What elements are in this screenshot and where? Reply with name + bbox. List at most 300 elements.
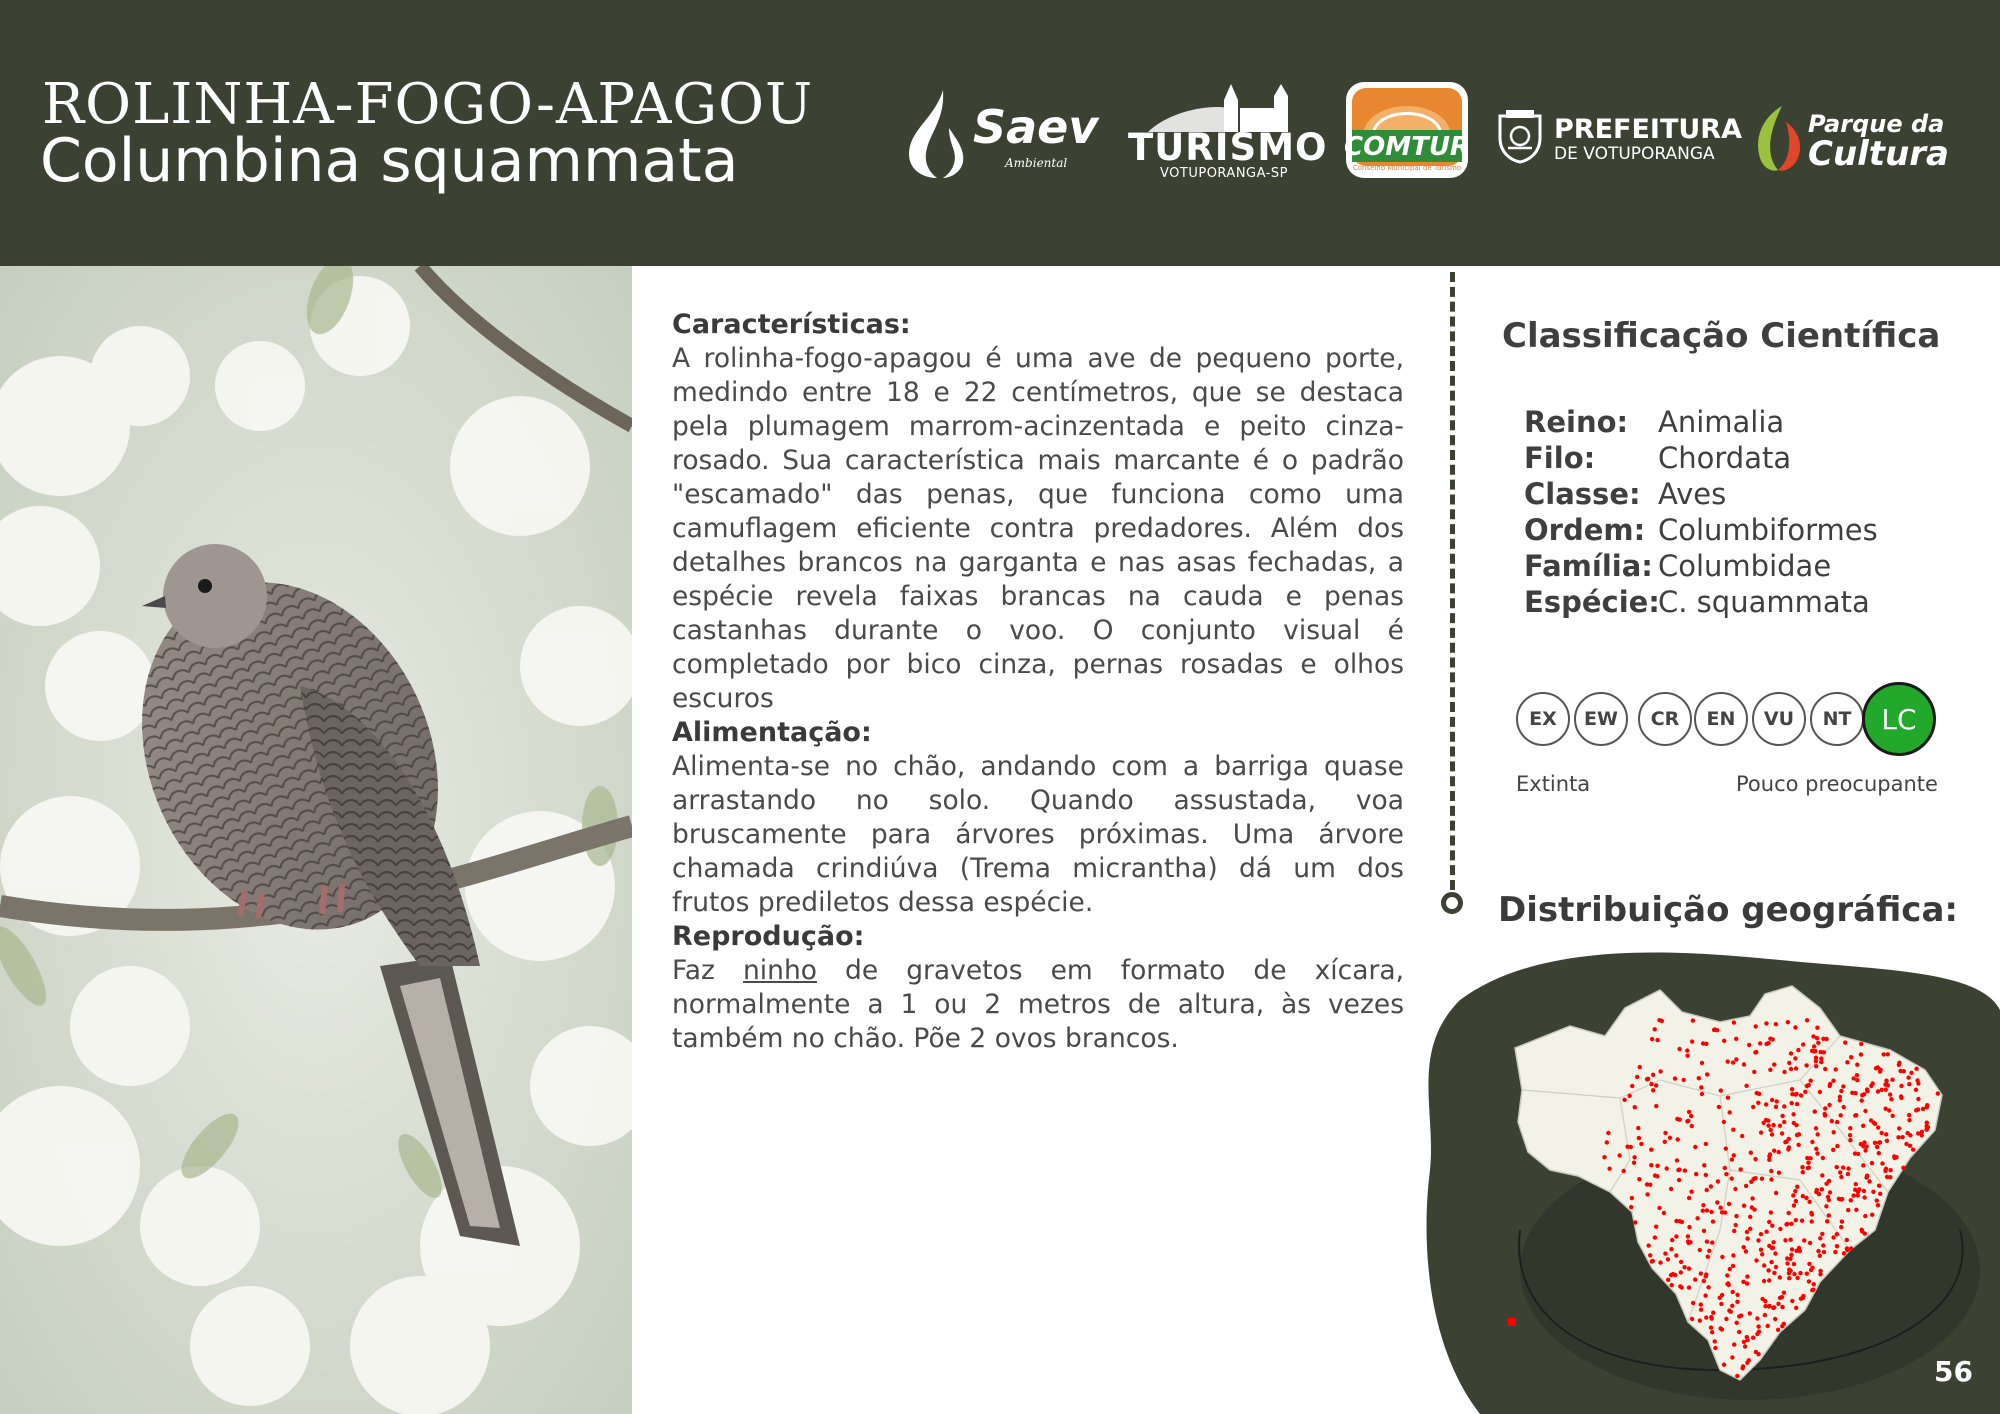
dashed-divider xyxy=(1450,272,1456,890)
occurrence-dot xyxy=(1766,1268,1770,1272)
occurrence-dot xyxy=(1674,1253,1678,1257)
occurrence-dot xyxy=(1709,1315,1713,1319)
occurrence-dot xyxy=(1774,1265,1778,1269)
occurrence-dot xyxy=(1786,1147,1790,1151)
occurrence-dot xyxy=(1719,1302,1723,1306)
occurrence-dot xyxy=(1791,1112,1795,1116)
occurrence-dot xyxy=(1901,1166,1905,1170)
occurrence-dot xyxy=(1838,1170,1842,1174)
occurrence-dot xyxy=(1705,1072,1709,1076)
occurrence-dot xyxy=(1792,1121,1796,1125)
occurrence-dot xyxy=(1811,1034,1815,1038)
occurrence-dot xyxy=(1853,1151,1857,1155)
occurrence-dot xyxy=(1795,1185,1799,1189)
occurrence-dot xyxy=(1745,1281,1749,1285)
occurrence-dot xyxy=(1688,1240,1692,1244)
occurrence-dot xyxy=(1742,1245,1746,1249)
occurrence-dot xyxy=(1813,1109,1817,1113)
occurrence-dot xyxy=(1807,1262,1811,1266)
occurrence-dot xyxy=(1630,1196,1634,1200)
occurrence-dot xyxy=(1690,1317,1694,1321)
occurrence-dot xyxy=(1726,1059,1730,1063)
occurrence-dot xyxy=(1654,1083,1658,1087)
occurrence-dot xyxy=(1860,1229,1864,1233)
occurrence-dot xyxy=(1628,1094,1632,1098)
occurrence-dot xyxy=(1706,1255,1710,1259)
occurrence-dot xyxy=(1693,1145,1697,1149)
occurrence-dot xyxy=(1817,1192,1821,1196)
church-skyline-icon xyxy=(1128,82,1318,132)
occurrence-dot xyxy=(1849,1246,1853,1250)
occurrence-dot xyxy=(1744,1184,1748,1188)
occurrence-dot xyxy=(1843,1040,1847,1044)
occurrence-dot xyxy=(1818,1236,1822,1240)
occurrence-dot xyxy=(1649,1082,1653,1086)
occurrence-dot xyxy=(1635,1075,1639,1079)
occurrence-dot xyxy=(1666,1278,1670,1282)
occurrence-dot xyxy=(1622,1169,1626,1173)
occurrence-dot xyxy=(1774,1105,1778,1109)
occurrence-dot xyxy=(1636,1126,1640,1130)
occurrence-dot xyxy=(1808,1241,1812,1245)
occurrence-dot xyxy=(1678,1284,1682,1288)
occurrence-dot xyxy=(1764,1021,1768,1025)
occurrence-dot xyxy=(1776,1302,1780,1306)
occurrence-dot xyxy=(1802,1238,1806,1242)
occurrence-dot xyxy=(1799,1093,1803,1097)
occurrence-dot xyxy=(1679,1260,1683,1264)
occurrence-dot xyxy=(1861,1163,1865,1167)
turismo-logo xyxy=(1128,82,1328,182)
occurrence-dot xyxy=(1771,1240,1775,1244)
occurrence-dot xyxy=(1690,1124,1694,1128)
occurrence-dot xyxy=(1633,1105,1637,1109)
occurrence-dot xyxy=(1756,1101,1760,1105)
occurrence-dot xyxy=(1816,1041,1820,1045)
occurrence-dot xyxy=(1663,1131,1667,1135)
occurrence-dot xyxy=(1849,1055,1853,1059)
occurrence-dot xyxy=(1880,1131,1884,1135)
occurrence-dot xyxy=(1653,1173,1657,1177)
occurrence-dot xyxy=(1649,1163,1653,1167)
occurrence-dot xyxy=(1906,1131,1910,1135)
status-en: EN xyxy=(1694,692,1748,746)
occurrence-dot xyxy=(1845,1060,1849,1064)
occurrence-dot xyxy=(1925,1105,1929,1109)
status-cr: CR xyxy=(1638,692,1692,746)
occurrence-dot xyxy=(1704,1315,1708,1319)
occurrence-dot xyxy=(1707,1249,1711,1253)
occurrence-dot xyxy=(1605,1140,1609,1144)
occurrence-dot xyxy=(1666,1257,1670,1261)
occurrence-dot xyxy=(1713,1339,1717,1343)
taxonomy-row-classe xyxy=(1524,476,1878,512)
occurrence-dot xyxy=(1730,1176,1734,1180)
occurrence-dot xyxy=(1787,1061,1791,1065)
occurrence-dot xyxy=(1785,1222,1789,1226)
occurrence-dot xyxy=(1870,1161,1874,1165)
occurrence-dot xyxy=(1877,1151,1881,1155)
reproducao-text-post: de gravetos em formato de xícara, normalmente a 1 ou 2 metros de altura, às vezes também no chão. Põe 2 ovos brancos. xyxy=(672,955,1404,1054)
occurrence-dot xyxy=(1818,1254,1822,1258)
occurrence-dot xyxy=(1663,1251,1667,1255)
description-column xyxy=(672,308,1404,1056)
occurrence-dot xyxy=(1800,1165,1804,1169)
occurrence-dot xyxy=(1796,1143,1800,1147)
taxonomy-row-ordem xyxy=(1524,512,1878,548)
occurrence-dot xyxy=(1810,1288,1814,1292)
occurrence-dot xyxy=(1794,1092,1798,1096)
occurrence-dot xyxy=(1766,1324,1770,1328)
occurrence-dot xyxy=(1632,1161,1636,1165)
occurrence-dot xyxy=(1787,1276,1791,1280)
occurrence-dot xyxy=(1849,1198,1853,1202)
classification-title: Classificação Científica xyxy=(1502,316,1941,356)
occurrence-dot xyxy=(1747,1043,1751,1047)
occurrence-dot xyxy=(1653,1235,1657,1239)
occurrence-dot xyxy=(1742,1062,1746,1066)
occurrence-dot xyxy=(1853,1113,1857,1117)
occurrence-dot xyxy=(1669,1247,1673,1251)
occurrence-dot xyxy=(1884,1088,1888,1092)
occurrence-dot xyxy=(1726,1096,1730,1100)
occurrence-dot xyxy=(1789,1067,1793,1071)
occurrence-dot xyxy=(1814,1064,1818,1068)
status-ex: EX xyxy=(1516,692,1570,746)
occurrence-dot xyxy=(1647,1243,1651,1247)
occurrence-dot xyxy=(1834,1067,1838,1071)
occurrence-dot xyxy=(1663,1140,1667,1144)
occurrence-dot xyxy=(1730,1157,1734,1161)
occurrence-dot xyxy=(1701,1203,1705,1207)
occurrence-dot xyxy=(1638,1065,1642,1069)
occurrence-dot xyxy=(1698,1318,1702,1322)
occurrence-dot xyxy=(1758,1041,1762,1045)
occurrence-dot xyxy=(1812,1049,1816,1053)
occurrence-dot xyxy=(1788,1238,1792,1242)
occurrence-dot xyxy=(1754,1050,1758,1054)
occurrence-dot xyxy=(1873,1141,1877,1145)
occurrence-dot xyxy=(1691,1018,1695,1022)
occurrence-dot xyxy=(1697,1076,1701,1080)
reproducao-heading: Reprodução: xyxy=(672,921,865,952)
occurrence-dot xyxy=(1799,1297,1803,1301)
occurrence-dot xyxy=(1767,1220,1771,1224)
occurrence-dot xyxy=(1890,1078,1894,1082)
occurrence-dot xyxy=(1839,1197,1843,1201)
occurrence-dot xyxy=(1842,1251,1846,1255)
occurrence-dot xyxy=(1727,1202,1731,1206)
parque-wordmark-top: Parque da xyxy=(1808,110,1945,138)
occurrence-dot xyxy=(1846,1166,1850,1170)
occurrence-dot xyxy=(1639,1142,1643,1146)
occurrence-dot xyxy=(1769,1128,1773,1132)
occurrence-dot xyxy=(1810,1266,1814,1270)
parque-cultura-logo xyxy=(1752,100,1952,180)
occurrence-dot xyxy=(1776,1328,1780,1332)
occurrence-dot xyxy=(1731,1264,1735,1268)
reproducao-text xyxy=(672,954,1404,1056)
occurrence-dot xyxy=(1821,1243,1825,1247)
occurrence-dot xyxy=(1762,1279,1766,1283)
occurrence-dot xyxy=(1801,1170,1805,1174)
occurrence-dot xyxy=(1767,1154,1771,1158)
occurrence-dot xyxy=(1804,1063,1808,1067)
occurrence-dot xyxy=(1699,1308,1703,1312)
occurrence-dot xyxy=(1790,1092,1794,1096)
occurrence-dot xyxy=(1649,1148,1653,1152)
occurrence-dot xyxy=(1782,1322,1786,1326)
occurrence-dot xyxy=(1848,1138,1852,1142)
header-banner xyxy=(0,0,2000,266)
occurrence-dot xyxy=(1686,1234,1690,1238)
comtur-wordmark: COMTUR xyxy=(1344,132,1470,162)
taxonomy-key: Filo: xyxy=(1524,441,1596,475)
scientific-name-title: Columbina squammata xyxy=(40,126,739,196)
occurrence-dot xyxy=(1704,1142,1708,1146)
occurrence-dot xyxy=(1648,1183,1652,1187)
occurrence-dot xyxy=(1780,1114,1784,1118)
occurrence-dot xyxy=(1760,1252,1764,1256)
occurrence-dot xyxy=(1862,1140,1866,1144)
occurrence-dot xyxy=(1815,1151,1819,1155)
occurrence-dot xyxy=(1748,1227,1752,1231)
occurrence-dot xyxy=(1771,1037,1775,1041)
occurrence-dot xyxy=(1926,1125,1930,1129)
occurrence-dot xyxy=(1863,1109,1867,1113)
occurrence-dot xyxy=(1794,1199,1798,1203)
occurrence-dot xyxy=(1662,1211,1666,1215)
occurrence-dot xyxy=(1783,1238,1787,1242)
occurrence-dot xyxy=(1842,1105,1846,1109)
occurrence-dot xyxy=(1757,1330,1761,1334)
taxonomy-value: Chordata xyxy=(1658,441,1792,475)
occurrence-dot xyxy=(1896,1135,1900,1139)
occurrence-dot xyxy=(1695,1216,1699,1220)
occurrence-dot xyxy=(1759,1232,1763,1236)
occurrence-dot xyxy=(1863,1214,1867,1218)
occurrence-dot xyxy=(1770,1132,1774,1136)
occurrence-dot xyxy=(1764,1102,1768,1106)
occurrence-dot xyxy=(1862,1195,1866,1199)
occurrence-dot xyxy=(1807,1200,1811,1204)
occurrence-dot xyxy=(1630,1084,1634,1088)
occurrence-dot xyxy=(1812,1282,1816,1286)
occurrence-dot xyxy=(1769,1260,1773,1264)
occurrence-dot xyxy=(1821,1037,1825,1041)
occurrence-dot xyxy=(1841,1084,1845,1088)
occurrence-dot xyxy=(1709,1184,1713,1188)
occurrence-dot xyxy=(1821,1156,1825,1160)
taxonomy-value: Columbidae xyxy=(1658,549,1832,583)
occurrence-dot xyxy=(1622,1098,1626,1102)
occurrence-dot xyxy=(1754,1350,1758,1354)
comtur-subtitle: Conselho Municipal de Turismo xyxy=(1352,164,1462,172)
occurrence-dot xyxy=(1732,1020,1736,1024)
occurrence-dot xyxy=(1767,1278,1771,1282)
occurrence-dot xyxy=(1780,1131,1784,1135)
occurrence-dot xyxy=(1655,1164,1659,1168)
alimentacao-heading: Alimentação: xyxy=(672,717,872,748)
occurrence-dot xyxy=(1822,1250,1826,1254)
occurrence-dot xyxy=(1908,1144,1912,1148)
occurrence-dot xyxy=(1793,1056,1797,1060)
occurrence-dot xyxy=(1735,1300,1739,1304)
occurrence-dot xyxy=(1855,1063,1859,1067)
occurrence-dot xyxy=(1735,1374,1739,1378)
occurrence-dot xyxy=(1655,1038,1659,1042)
occurrence-dot xyxy=(1751,1105,1755,1109)
occurrence-dot xyxy=(1730,1355,1734,1359)
occurrence-dot xyxy=(1835,1120,1839,1124)
occurrence-dot xyxy=(1790,1087,1794,1091)
occurrence-dot xyxy=(1703,1293,1707,1297)
occurrence-dot xyxy=(1839,1089,1843,1093)
occurrence-dot xyxy=(1789,1253,1793,1257)
occurrence-dot xyxy=(1854,1182,1858,1186)
occurrence-dot xyxy=(1771,1306,1775,1310)
status-label-extinct: Extinta xyxy=(1516,772,1591,796)
occurrence-dot xyxy=(1916,1131,1920,1135)
occurrence-dot xyxy=(1679,1270,1683,1274)
occurrence-dot xyxy=(1788,1269,1792,1273)
occurrence-dot xyxy=(1757,1092,1761,1096)
occurrence-dot xyxy=(1871,1190,1875,1194)
occurrence-dot xyxy=(1710,1330,1714,1334)
occurrence-dot xyxy=(1732,1342,1736,1346)
occurrence-dot xyxy=(1823,1106,1827,1110)
occurrence-dot xyxy=(1755,1316,1759,1320)
occurrence-dot xyxy=(1748,1215,1752,1219)
occurrence-dot xyxy=(1735,1293,1739,1297)
occurrence-dot xyxy=(1731,1290,1735,1294)
occurrence-dot xyxy=(1777,1150,1781,1154)
occurrence-dot xyxy=(1891,1114,1895,1118)
occurrence-dot xyxy=(1602,1155,1606,1159)
occurrence-dot xyxy=(1835,1144,1839,1148)
conservation-status-scale xyxy=(1516,682,1936,762)
occurrence-dot xyxy=(1727,1308,1731,1312)
occurrence-dot xyxy=(1897,1126,1901,1130)
occurrence-dot xyxy=(1835,1165,1839,1169)
occurrence-dot xyxy=(1731,1253,1735,1257)
occurrence-dot xyxy=(1717,1105,1721,1109)
ninho-link[interactable]: ninho xyxy=(743,955,817,986)
occurrence-dot xyxy=(1855,1073,1859,1077)
occurrence-dot xyxy=(1739,1167,1743,1171)
page-number: 56 xyxy=(1934,1355,1973,1388)
water-drop-icon xyxy=(905,88,975,180)
caracteristicas-text: A rolinha-fogo-apagou é uma ave de pequeno porte, medindo entre 18 e 22 centímetros, que se destaca pela plumagem marrom-acinzentada e peito cinza-rosado. Sua característica mais marcante é o padrão "escamado" das penas, que funciona como uma camuflagem eficiente contra predadores. Além dos detalhes brancos na garganta e nas asas fechadas, a espécie revela faixas brancas na cauda e penas castanhas durante o voo. O conjunto visual é completado por bico cinza, pernas rosadas e olhos escuros xyxy=(672,343,1404,714)
occurrence-dot xyxy=(1701,1041,1705,1045)
occurrence-dot xyxy=(1852,1193,1856,1197)
occurrence-dot xyxy=(1687,1110,1691,1114)
occurrence-dot xyxy=(1676,1168,1680,1172)
taxonomy-key: Reino: xyxy=(1524,405,1629,439)
occurrence-dot xyxy=(1872,1121,1876,1125)
occurrence-dot xyxy=(1783,1140,1787,1144)
occurrence-dot xyxy=(1677,1047,1681,1051)
occurrence-dot xyxy=(1709,1210,1713,1214)
occurrence-dot xyxy=(1650,1037,1654,1041)
occurrence-dot xyxy=(1814,1059,1818,1063)
occurrence-dot xyxy=(1819,1060,1823,1064)
occurrence-dot xyxy=(1794,1066,1798,1070)
occurrence-dot xyxy=(1754,1024,1758,1028)
occurrence-dot xyxy=(1720,1255,1724,1259)
occurrence-dot xyxy=(1673,1076,1677,1080)
occurrence-dot xyxy=(1828,1190,1832,1194)
occurrence-dot xyxy=(1859,1042,1863,1046)
occurrence-dot xyxy=(1732,1229,1736,1233)
occurrence-dot xyxy=(1749,1151,1753,1155)
occurrence-dot xyxy=(1705,1208,1709,1212)
occurrence-dot xyxy=(1769,1177,1773,1181)
occurrence-dot xyxy=(1737,1330,1741,1334)
occurrence-dot xyxy=(1651,1088,1655,1092)
occurrence-dot xyxy=(1689,1190,1693,1194)
occurrence-dot xyxy=(1760,1177,1764,1181)
occurrence-dot xyxy=(1897,1063,1901,1067)
occurrence-dot xyxy=(1762,1263,1766,1267)
occurrence-dot xyxy=(1816,1249,1820,1253)
occurrence-dot xyxy=(1646,1077,1650,1081)
occurrence-dot xyxy=(1683,1168,1687,1172)
occurrence-dot xyxy=(1686,1119,1690,1123)
occurrence-dot xyxy=(1778,1275,1782,1279)
occurrence-dot xyxy=(1720,1293,1724,1297)
occurrence-dot xyxy=(1827,1103,1831,1107)
occurrence-dot xyxy=(1759,1130,1763,1134)
occurrence-dot xyxy=(1911,1147,1915,1151)
taxonomy-row-familia xyxy=(1524,548,1878,584)
occurrence-dot xyxy=(1691,1301,1695,1305)
occurrence-dot xyxy=(1689,1114,1693,1118)
occurrence-dot xyxy=(1790,1247,1794,1251)
occurrence-dot xyxy=(1719,1206,1723,1210)
occurrence-dot xyxy=(1884,1107,1888,1111)
occurrence-dot xyxy=(1682,1078,1686,1082)
occurrence-dot xyxy=(1677,1178,1681,1182)
occurrence-dot xyxy=(1764,1230,1768,1234)
occurrence-dot xyxy=(1828,1084,1832,1088)
occurrence-dot xyxy=(1863,1148,1867,1152)
occurrence-dot xyxy=(1739,1313,1743,1317)
status-label-least-concern: Pouco preocupante xyxy=(1736,772,1938,796)
occurrence-dot xyxy=(1740,1366,1744,1370)
occurrence-dot xyxy=(1805,1018,1809,1022)
occurrence-dot xyxy=(1782,1291,1786,1295)
occurrence-dot xyxy=(1657,1206,1661,1210)
occurrence-dot xyxy=(1907,1113,1911,1117)
occurrence-dot xyxy=(1880,1161,1884,1165)
occurrence-dot xyxy=(1658,1260,1662,1264)
occurrence-dot xyxy=(1795,1276,1799,1280)
occurrence-dot xyxy=(1820,1173,1824,1177)
occurrence-dot xyxy=(1699,1302,1703,1306)
occurrence-dot xyxy=(1840,1219,1844,1223)
occurrence-dot xyxy=(1899,1084,1903,1088)
occurrence-dot xyxy=(1845,1246,1849,1250)
prefeitura-wordmark: PREFEITURA xyxy=(1554,114,1742,145)
occurrence-dot xyxy=(1669,1187,1673,1191)
occurrence-dot xyxy=(1702,1229,1706,1233)
occurrence-dot xyxy=(1795,1102,1799,1106)
occurrence-dot xyxy=(1797,1246,1801,1250)
occurrence-dot xyxy=(1883,1082,1887,1086)
occurrence-dot xyxy=(1728,1110,1732,1114)
occurrence-dot xyxy=(1687,1196,1691,1200)
